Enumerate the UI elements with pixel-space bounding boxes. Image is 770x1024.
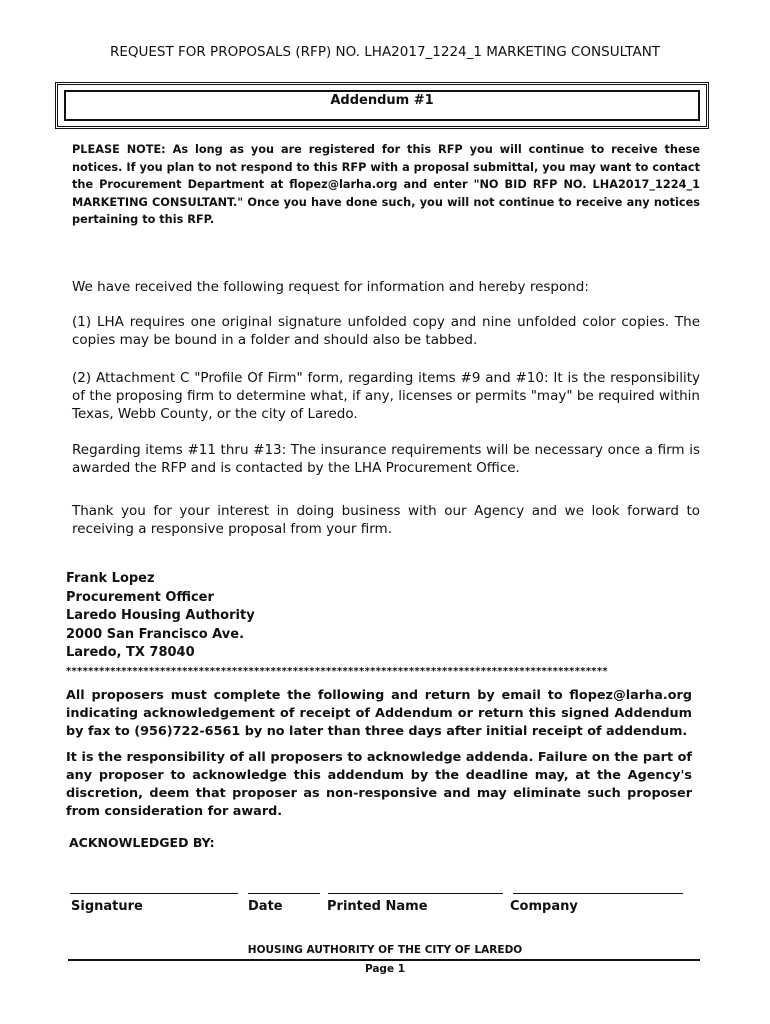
addendum-label: Addendum #1 bbox=[330, 93, 434, 108]
item-1-paragraph: (1) LHA requires one original signature unfolded copy and nine unfolded color copies. The copies may be bound in a folder and should also be tabbed. bbox=[72, 314, 700, 348]
signatory-org: Laredo Housing Authority bbox=[66, 608, 255, 623]
company-line[interactable] bbox=[513, 893, 683, 894]
signatory-city: Laredo, TX 78040 bbox=[66, 645, 195, 660]
company-label: Company bbox=[510, 899, 578, 914]
date-line[interactable] bbox=[248, 893, 320, 894]
signatory-block bbox=[66, 570, 255, 663]
signatory-name: Frank Lopez bbox=[66, 571, 155, 586]
item-2-paragraph: (2) Attachment C "Profile Of Firm" form, regarding items #9 and #10: It is the responsibility of the proposing firm to determine what, if any, licenses or permits "may" be required within Texas, Webb County, or the city of Laredo. bbox=[72, 370, 700, 422]
asterisk-divider: ************************************************************************************************** bbox=[66, 666, 608, 677]
signatory-title: Procurement Officer bbox=[66, 589, 214, 605]
thanks-paragraph: Thank you for your interest in doing business with our Agency and we look forward to receiving a responsive proposal from your firm. bbox=[72, 503, 700, 537]
please-note-paragraph: PLEASE NOTE: As long as you are registered for this RFP you will continue to receive these notices. If you plan to not respond to this RFP with a proposal submittal, you may want to contact the Procurement Department at flopez@larha.org and enter "NO BID RFP NO. LHA2017_1224_1 MARKETING CONSULTANT." Once you have done such, you will not continue to receive any notices pertaining to this RFP. bbox=[72, 143, 700, 226]
signatory-street: 2000 San Francisco Ave. bbox=[66, 626, 245, 642]
intro-paragraph: We have received the following request for information and hereby respond: bbox=[72, 279, 589, 295]
page-number: Page 1 bbox=[364, 963, 406, 975]
document-title: REQUEST FOR PROPOSALS (RFP) NO. LHA2017_1224_1 MARKETING CONSULTANT bbox=[109, 44, 661, 60]
responsibility-paragraph: It is the responsibility of all proposers to acknowledge addenda. Failure on the part of any proposer to acknowledge this addendum by the deadline may, at the Agency's discretion, deem that proposer as non-responsive and may eliminate such proposer from consideration for award. bbox=[66, 750, 692, 819]
signature-line[interactable] bbox=[70, 893, 238, 894]
printed-name-line[interactable] bbox=[328, 893, 503, 894]
printed-name-label: Printed Name bbox=[327, 899, 428, 914]
addendum-box bbox=[55, 82, 709, 129]
item-3-paragraph: Regarding items #11 thru #13: The insurance requirements will be necessary once a firm is awarded the RFP and is contacted by the LHA Procurement Office. bbox=[72, 442, 700, 476]
date-label: Date bbox=[248, 899, 283, 914]
footer-rule bbox=[68, 959, 700, 961]
ack-instructions-paragraph: All proposers must complete the following and return by email to flopez@larha.org indicating acknowledgement of receipt of Addendum or return this signed Addendum by fax to (956)722-6561 by no later than three days after initial receipt of addendum. bbox=[66, 688, 692, 739]
signature-label: Signature bbox=[71, 899, 143, 914]
footer-organization: HOUSING AUTHORITY OF THE CITY OF LAREDO bbox=[247, 944, 523, 956]
acknowledged-by-label: ACKNOWLEDGED BY: bbox=[69, 835, 215, 850]
